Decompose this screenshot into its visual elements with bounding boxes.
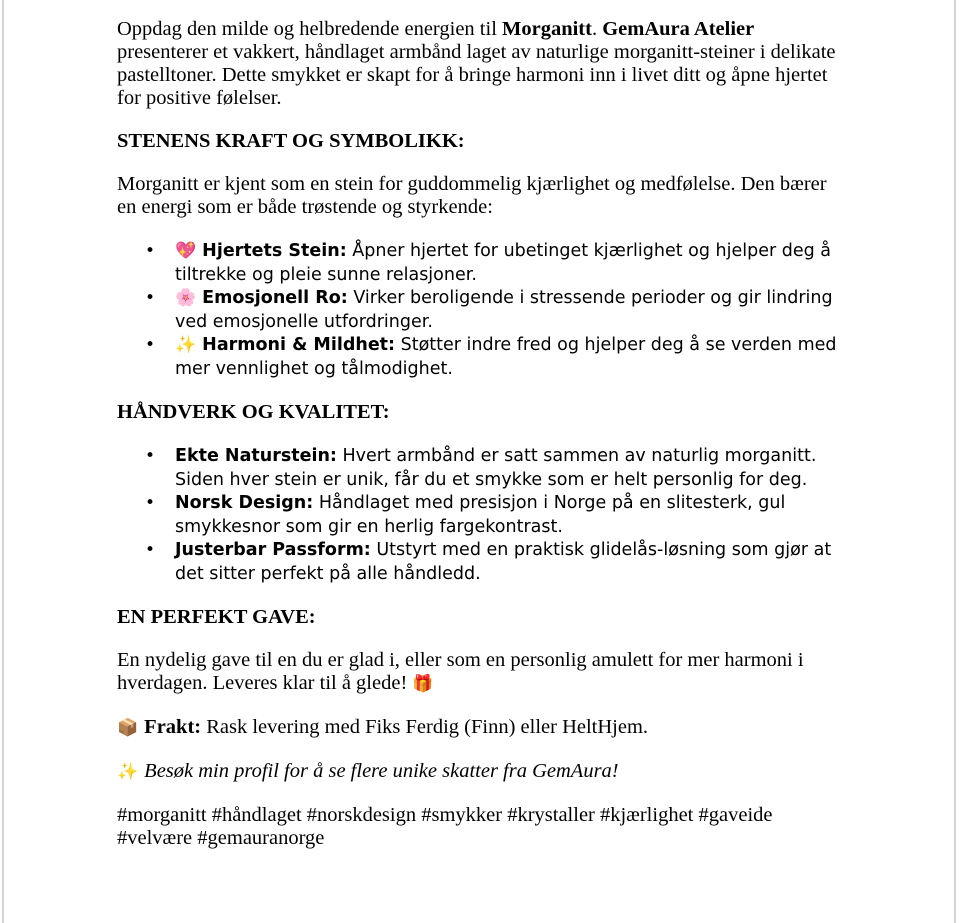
list-item: [117, 240, 847, 287]
flower-icon: 🌸: [175, 288, 197, 308]
list-item: [117, 492, 847, 539]
section-heading-symbolism: STENENS KRAFT OG SYMBOLIKK:: [117, 130, 465, 152]
document-body: [117, 18, 847, 850]
craft-list: [117, 445, 847, 586]
list-item: [117, 287, 847, 334]
package-icon: 📦: [117, 718, 139, 738]
intro-text-1: Oppdag den milde og helbredende energien til: [117, 18, 503, 40]
section-heading-gift: EN PERFEKT GAVE:: [117, 606, 316, 628]
gift-paragraph: [117, 649, 847, 696]
intro-paragraph: [117, 18, 847, 110]
symbolism-list: [117, 240, 847, 381]
list-item-text: Støtter indre fred og hjelper deg å se verden med mer vennlighet og tålmodighet.: [175, 335, 837, 379]
list-item-text: Utstyrt med en praktisk glidelås-løsning som gjør at det sitter perfekt på alle håndledd.: [175, 540, 832, 584]
intro-text-3: presenterer et vakkert, håndlaget armbånd laget av naturlige morganitt-steiner i delikate pastelltoner. Dette smykket er skapt for å bringe harmoni inn i livet ditt og åpne hjertet for positive følelser.: [117, 41, 836, 109]
list-item: [117, 539, 847, 586]
intro-text-2: .: [591, 18, 603, 40]
list-item-label: Emosjonell Ro:: [202, 288, 348, 308]
page-edge-right: [954, 0, 956, 923]
profile-line: [117, 760, 847, 784]
list-item-label: Harmoni & Mildhet:: [202, 335, 396, 355]
list-item-label: Hjertets Stein:: [202, 241, 347, 261]
gift-icon: 🎁: [412, 674, 434, 694]
list-item-label: Norsk Design:: [175, 493, 314, 513]
list-item: [117, 445, 847, 492]
list-item-text: Åpner hjertet for ubetinget kjærlighet og hjelper deg å tiltrekke og pleie sunne relasjoner.: [175, 241, 832, 285]
intro-bold-morganitt: Morganitt: [502, 18, 592, 40]
list-item-text: Håndlaget med presisjon i Norge på en slitesterk, gul smykkesnor som gir en herlig fargekontrast.: [175, 493, 786, 537]
profile-text: Besøk min profil for å se flere unike skatter fra GemAura!: [144, 760, 619, 782]
gift-text: En nydelig gave til en du er glad i, eller som en personlig amulett for mer harmoni i hverdagen. Leveres klar til å glede!: [117, 649, 804, 694]
shipping-text: Rask levering med Fiks Ferdig (Finn) eller HeltHjem.: [201, 716, 649, 738]
page-edge-left: [2, 0, 4, 923]
list-item: [117, 334, 847, 381]
list-item-text: Hvert armbånd er satt sammen av naturlig morganitt. Siden hver stein er unik, får du et smykke som er helt personlig for deg.: [175, 446, 817, 490]
symbolism-paragraph: Morganitt er kjent som en stein for guddommelig kjærlighet og medfølelse. Den bærer en energi som er både trøstende og styrkende:: [117, 173, 827, 218]
hashtags: #morganitt #håndlaget #norskdesign #smykker #krystaller #kjærlighet #gaveide #velvære #gemauranorge: [117, 804, 773, 849]
section-heading-craft: HÅNDVERK OG KVALITET:: [117, 401, 390, 423]
shipping-line: [117, 716, 847, 740]
sparkles-icon: ✨: [175, 335, 197, 355]
heart-icon: 💖: [175, 241, 197, 261]
intro-bold-brand: GemAura Atelier: [602, 18, 755, 40]
list-item-label: Ekte Naturstein:: [175, 446, 337, 466]
list-item-text: Virker beroligende i stressende perioder og gir lindring ved emosjonelle utfordringer.: [175, 288, 833, 332]
shipping-label: Frakt:: [144, 716, 202, 738]
sparkles-icon: ✨: [117, 762, 139, 782]
list-item-label: Justerbar Passform:: [175, 540, 371, 560]
